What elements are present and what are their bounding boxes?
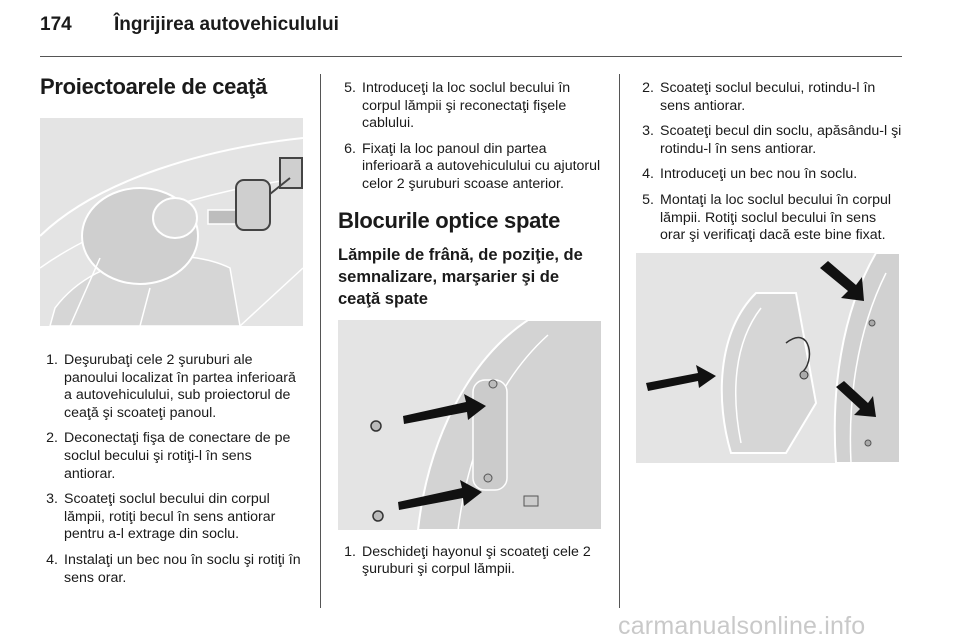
list-item: 1. Deşurubaţi cele 2 şuruburi ale panoului localizat în partea inferioară a autovehiculului, sub proiectorul de ceaţă şi scoateţi panoul. — [46, 352, 296, 421]
column-divider-1 — [320, 74, 321, 608]
section-title-fog-lamps: Proiectoarele de ceaţă — [40, 74, 267, 99]
fog-lamp-steps-continued — [338, 80, 604, 194]
list-item: 6. Fixaţi la loc panoul din partea inferioară a autovehiculului cu ajutorul celor 2 şuruburi scoase anterior. — [344, 140, 601, 192]
rear-lamp-socket-drawing — [636, 253, 900, 463]
list-item: 1. Deschideţi hayonul şi scoateţi cele 2 şuruburi şi corpul lămpii. — [344, 543, 591, 578]
rear-lamp-steps-continued — [636, 80, 902, 245]
fog-lamp-steps — [40, 352, 305, 587]
chapter-title: Îngrijirea autovehiculului — [114, 14, 339, 35]
list-item: 4. Introduceţi un bec nou în soclu. — [642, 166, 858, 183]
list-item: 3. Scoateţi soclul becului din corpul lămpii, rotiţi becul în sens antiorar pentru a-l extrage din soclu. — [46, 491, 276, 543]
rear-lamp-socket-illustration — [636, 253, 900, 463]
list-item: 3. Scoateţi becul din soclu, apăsându-l şi rotindu-l în sens antiorar. — [642, 123, 902, 157]
header-divider — [40, 56, 902, 57]
page-number: 174 — [40, 14, 72, 35]
column-divider-2 — [619, 74, 620, 608]
rear-lamp-removal-drawing — [338, 320, 602, 530]
column-3 — [636, 80, 902, 463]
column-1 — [40, 74, 305, 595]
list-item: 2. Scoateţi soclul becului, rotindu-l în sens antiorar. — [642, 80, 876, 114]
rear-lamp-steps — [338, 544, 604, 579]
column-2 — [338, 80, 604, 587]
list-item: 4. Instalaţi un bec nou în soclu şi rotiţi în sens orar. — [46, 551, 301, 586]
watermark: carmanualsonline.info — [618, 612, 866, 640]
rear-lamp-removal-illustration — [338, 320, 602, 530]
list-item: 2. Deconectaţi fişa de conectare de pe soclul becului şi rotiţi-l în sens antiorar. — [46, 430, 291, 482]
list-item: 5. Introduceţi la loc soclul becului în corpul lămpii şi reconectaţi fişele cablului. — [344, 80, 571, 132]
list-item: 5. Montaţi la loc soclul becului în corpul lămpii. Rotiţi soclul becului în sens orar şi verificaţi dacă este bine fixat. — [642, 191, 892, 244]
page-header — [40, 14, 339, 44]
section-title-rear-lights: Blocurile optice spate — [338, 207, 561, 233]
fog-lamp-drawing — [40, 118, 303, 326]
fog-lamp-illustration — [40, 118, 303, 326]
subsection-title-rear-lamps: Lămpile de frână, de poziţie, de semnalizare, marşarier şi de ceaţă spate — [338, 245, 583, 308]
